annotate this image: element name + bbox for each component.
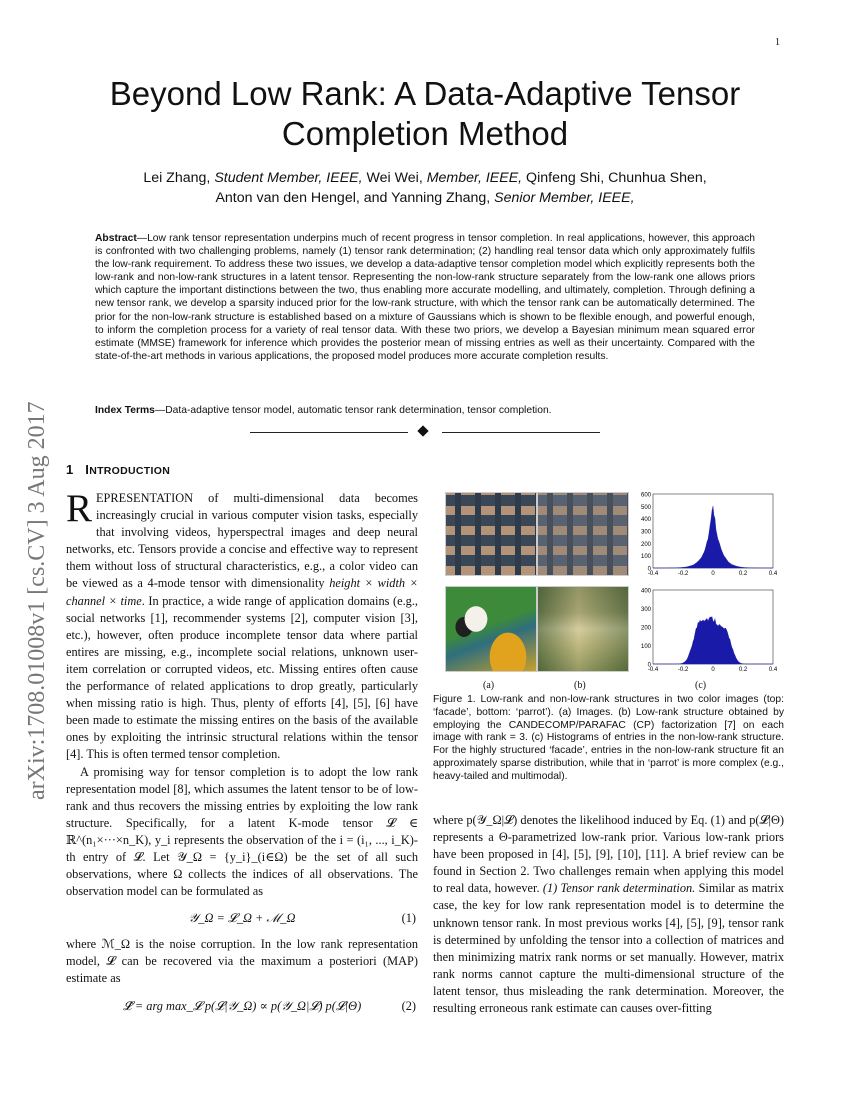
intro-lead-word: EPRESENTATION bbox=[96, 491, 194, 505]
section-number: 1 bbox=[66, 462, 74, 477]
intro-p1-part-b: . In practice, a wide range of application domains (e.g., social networks [1], recommender systems [2], computer vision [3], etc.), however, often produce incomplete tensor data where partial entires are missing, e.g., incomplete social relations, unknown user-item correlation or corrupted videos, etc. Missing entires often cause the performance of related applications to drop greatly, particularly when missing ratio is high. Thus, plenty of efforts [4], [5], [6] have been made to estimate the missing entires on the basis of the available ones by exploiting the intrinsic structural relations within the tensor [4]. This is often termed tensor completion. bbox=[66, 593, 418, 762]
page-number: 1 bbox=[775, 37, 780, 48]
title-line-1: Beyond Low Rank: A Data-Adaptive Tensor bbox=[109, 75, 741, 112]
author-list bbox=[70, 168, 780, 208]
hist-parrot-ytick: 200 bbox=[640, 625, 651, 632]
right-paragraph-1 bbox=[433, 812, 784, 1017]
hist-facade-ytick: 500 bbox=[640, 504, 651, 511]
histogram-facade bbox=[629, 490, 779, 582]
abstract-text: —Low rank tensor representation underpins much of recent progress in tensor completion. In real applications, however, this approach is confronted with two challenging problems, namely (1) tensor rank determination; (2) handling real tensor data which only approximately fulfils the low-rank requirement. To address these two issues, we develop a data-adaptive tensor completion model which explicitly represents both the low-rank and non-low-rank structures in a latent tensor. Representing the non-low-rank structure separately from the low-rank one allows priors which capture the important distinctions between the two, thus enabling more accurate modelling, and ultimately, completion. Through defining a new tensor rank, we develop a sparsity induced prior for the low-rank structure, with which the tensor rank can be automatically determined. The prior for the non-low-rank structure is established based on a mixture of Gaussians which is shown to be flexible enough, and powerful enough, to inform the completion process for a variety of real tensor data. With these two priors, we develop a Bayesian minimum mean squared error estimate (MMSE) framework for inference which provides the posterior mean of missing entries as well as their uncertainty. Compared with the state-of-the-art methods in various applications, the proposed model produces more accurate completion results. bbox=[95, 233, 755, 362]
figure-caption: Figure 1. Low-rank and non-low-rank structures in two color images (top: ‘facade’, bottom: ‘parrot’). (a) Images. (b) Low-rank structure obtained by employing the CANDECOMP/PARAFAC (CP) factorization [7] on each image with rank = 3. (c) Histograms of entries in the non-low-rank structure. For the highly structured ‘facade’, entries in the non-low-rank structure fit an approximately sparse distribution, while that in ‘parrot’ is more complex (e.g., heavy-tailed and multimodal). bbox=[433, 694, 784, 782]
hist-parrot-xtick: -0.2 bbox=[677, 667, 689, 673]
figure-label-b: (b) bbox=[574, 680, 586, 691]
hist-parrot-ytick: 100 bbox=[640, 644, 651, 650]
intro-paragraph-2: A promising way for tensor completion is to adopt the low rank representation model [8], which assumes the latent tensor to be of low-rank and thus recovers the missing entries by exploiting the low rank structure. Specifically, for a latent K-mode tensor 𝓛 ∈ ℝ^(n₁×···×n_K), y_i represents the observation of the i = (i₁, ..., i_K)-th entry of 𝓛. Let 𝒴_Ω = {y_i}_(i∈Ω) be the set of all such observations, where Ω collects the indices of all observations. The observation model can be formulated as bbox=[66, 764, 418, 899]
paper-title bbox=[70, 74, 780, 154]
divider-line-right bbox=[442, 432, 600, 433]
equation-1-number: (1) bbox=[401, 911, 416, 926]
hist-parrot-ytick: 300 bbox=[640, 607, 651, 613]
equation-1 bbox=[66, 903, 418, 933]
parrot-image bbox=[445, 586, 537, 672]
hist-facade-bars bbox=[653, 506, 773, 568]
section-title-rest: NTRODUCTION bbox=[89, 465, 171, 477]
equation-1-body: 𝒴_Ω = 𝓛_Ω + ℳ_Ω bbox=[188, 911, 296, 926]
title-line-2: Completion Method bbox=[281, 115, 569, 152]
hist-facade-xtick: 0.4 bbox=[768, 571, 778, 577]
right-p1-part-a: where p(𝒴_Ω|𝓛) denotes the likelihood induced by Eq. (1) and p(𝓛|Θ) represents a Θ-parametrized low-rank prior. Various low-rank priors have been proposed in [4], [5], [9], [10], [11]. A brief review can be found in Section 2. Two challenges remain when applying this model to real data, however. bbox=[433, 813, 784, 896]
right-p1-emphasis: (1) Tensor rank determination. bbox=[542, 881, 696, 896]
hist-parrot-ytick: 0 bbox=[647, 662, 651, 669]
hist-facade-ytick: 100 bbox=[640, 554, 651, 561]
author-3: Qinfeng Shi, Chunhua Shen, bbox=[522, 170, 707, 186]
histogram-parrot bbox=[629, 586, 779, 678]
author-4-role: Senior Member, IEEE, bbox=[494, 190, 635, 206]
author-2: Wei Wei, bbox=[362, 170, 427, 186]
facade-lowrank-image bbox=[537, 492, 629, 576]
hist-facade-xtick: 0.2 bbox=[738, 571, 748, 577]
equation-2-number: (2) bbox=[401, 998, 416, 1013]
figure-label-c: (c) bbox=[695, 680, 707, 691]
hist-parrot-ytick: 400 bbox=[640, 588, 651, 595]
author-4: Anton van den Hengel, and Yanning Zhang, bbox=[215, 190, 495, 206]
hist-parrot-xtick: -0.4 bbox=[647, 667, 659, 673]
divider-line-left bbox=[250, 432, 408, 433]
right-column bbox=[433, 812, 784, 1017]
facade-image bbox=[445, 492, 537, 576]
index-terms-text: —Data-adaptive tensor model, automatic tensor rank determination, tensor completion. bbox=[154, 405, 552, 416]
hist-parrot-xtick: 0.4 bbox=[768, 667, 778, 673]
index-terms bbox=[95, 404, 755, 417]
hist-parrot-xtick: 0.2 bbox=[738, 667, 748, 673]
hist-facade-xtick: 0 bbox=[711, 571, 715, 577]
hist-facade-xtick: -0.4 bbox=[647, 571, 659, 577]
section-title-first: I bbox=[85, 462, 90, 477]
diamond-icon bbox=[417, 425, 428, 436]
author-1: Lei Zhang, bbox=[143, 170, 215, 186]
hist-facade-xtick: -0.2 bbox=[677, 571, 689, 577]
left-column bbox=[66, 487, 418, 1024]
equation-2-body: 𝓛̂ = arg max_𝓛 p(𝓛|𝒴_Ω) ∝ p(𝒴_Ω|𝓛) p(𝓛|Θ) bbox=[122, 998, 362, 1013]
figure-1 bbox=[433, 490, 784, 690]
intro-dimensions: height × width × channel × time bbox=[66, 576, 418, 608]
figure-label-a: (a) bbox=[483, 680, 495, 691]
right-p1-part-b: Similar as matrix case, the key for low rank representation model is to determine the unknown tensor rank. In most previous works [4], [5], [9], tensor rank is determined by unfolding the tensor into a collection of matrices and then minimizing matrix rank norms or set manually. However, matrix rank norms cannot capture the multi-dimensional structure of the latent tensor, thus misleading the rank determination. Moreover, the resulting erroneous rank estimate can causes over-fitting bbox=[433, 881, 785, 1016]
hist-parrot-xtick: 0 bbox=[711, 667, 715, 673]
index-terms-label: Index Terms bbox=[95, 405, 155, 416]
author-1-role: Student Member, IEEE, bbox=[214, 170, 363, 186]
hist-facade-ytick: 400 bbox=[640, 517, 651, 524]
abstract-label: Abstract bbox=[95, 233, 137, 244]
abstract bbox=[95, 232, 755, 363]
hist-facade-ytick: 200 bbox=[640, 541, 651, 548]
section-heading bbox=[66, 462, 170, 477]
arxiv-stamp: arXiv:1708.01008v1 [cs.CV] 3 Aug 2017 bbox=[24, 401, 50, 800]
hist-facade-ytick: 0 bbox=[647, 566, 651, 573]
equation-2 bbox=[66, 991, 418, 1021]
author-2-role: Member, IEEE, bbox=[426, 170, 523, 186]
intro-paragraph-1 bbox=[66, 487, 418, 764]
drop-cap: R bbox=[66, 487, 93, 530]
hist-parrot-bars bbox=[653, 617, 773, 664]
intro-paragraph-3: where ℳ_Ω is the noise corruption. In the low rank representation model, 𝓛 can be recovered via the maximum a posteriori (MAP) estimate as bbox=[66, 937, 418, 986]
hist-facade-ytick: 300 bbox=[640, 529, 651, 536]
section-divider bbox=[250, 425, 600, 439]
intro-p1-part-a: of multi-dimensional data becomes increasingly crucial in various computer vision tasks, especially that involving videos, hyperspectral images and deep neural networks, etc. Tensors provide a concise and effective way to represent them without loss of structural characteristics, e.g., a color video can be viewed as a 4-mode tensor with dimensionality bbox=[66, 491, 418, 591]
hist-facade-ytick: 600 bbox=[640, 492, 651, 499]
parrot-lowrank-image bbox=[537, 586, 629, 672]
